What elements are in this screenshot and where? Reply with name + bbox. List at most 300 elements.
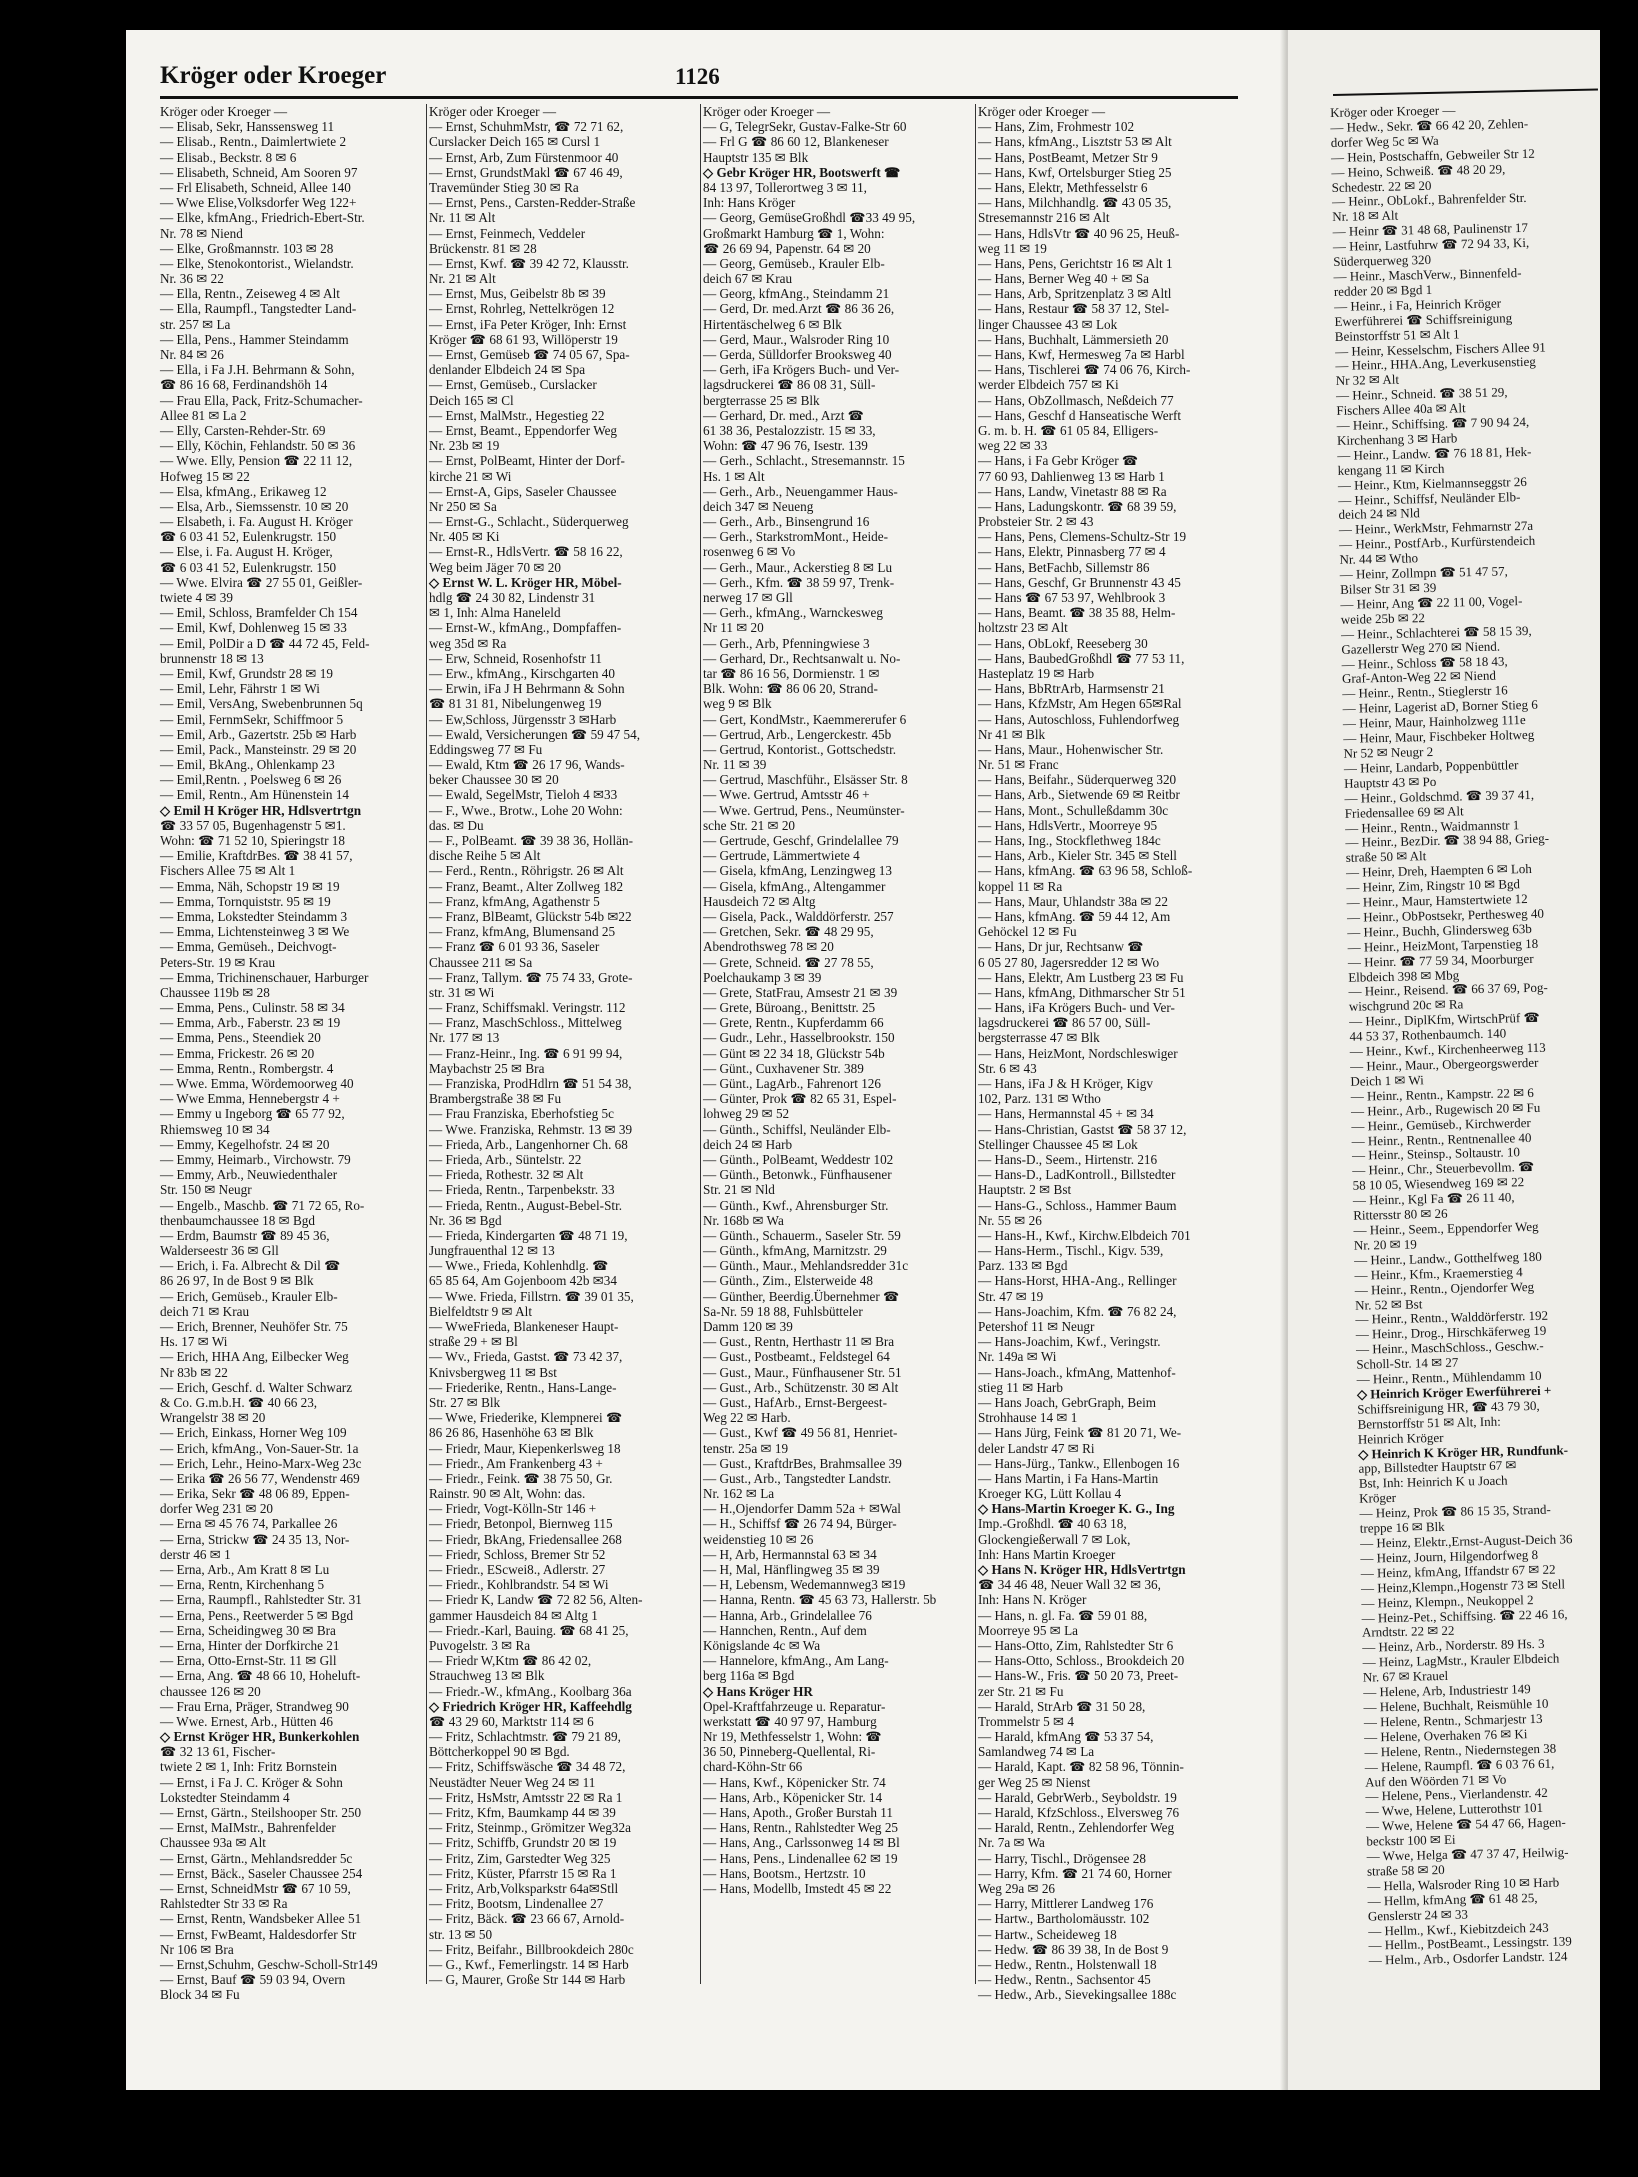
directory-entry-line: ◇ Ernst Kröger HR, Bunkerkohlen xyxy=(160,1729,360,1745)
directory-entry-line: — Franziska, ProdHdlrn ☎ 51 54 38, xyxy=(429,1076,632,1091)
directory-entry-line: — Hans, Maur., Hohenwischer Str. xyxy=(978,741,1164,757)
directory-entry-line: sche Str. 21 ✉ 20 xyxy=(703,817,796,833)
directory-entry-line: — Elke, kfmAng., Friedrich-Ebert-Str. xyxy=(160,210,365,226)
directory-entry-line: — Franz, MaschSchloss., Mittelweg xyxy=(429,1015,622,1031)
directory-entry-line: — Gerh., Kfm. ☎ 38 59 97, Trenk- xyxy=(703,574,895,590)
directory-entry-line: — Hans-Christian, Gastst ☎ 58 37 12, xyxy=(978,1121,1187,1137)
directory-entry-line: — Heinr, Kesselschm, Fischers Allee 91 xyxy=(1334,339,1546,359)
directory-entry-line: — Ernst,Schuhm, Geschw-Scholl-Str149 xyxy=(160,1956,378,1972)
directory-entry-line: — Ernst, Arb, Zum Fürstenmoor 40 xyxy=(429,149,619,165)
directory-entry-line: — Heinz, LagMstr., Krauler Elbdeich xyxy=(1362,1650,1560,1670)
directory-entry-line: — Emil, FernmSekr, Schiffmoor 5 xyxy=(160,711,344,727)
directory-entry-line: Str. 6 ✉ 43 xyxy=(978,1060,1037,1076)
directory-entry-line: weg 22 ✉ 33 xyxy=(978,438,1048,454)
directory-entry-line: deich 24 ✉ Nld xyxy=(1338,505,1421,523)
page-number: 1126 xyxy=(675,64,720,89)
directory-entry-line: Hasteplatz 19 ✉ Harb xyxy=(978,665,1095,681)
directory-entry-line: Nr. 67 ✉ Krauel xyxy=(1362,1668,1449,1685)
directory-entry-line: Glockengießerwall 7 ✉ Lok, xyxy=(978,1531,1131,1547)
directory-entry-line: — Gretchen, Sekr. ☎ 48 29 95, xyxy=(703,924,874,940)
directory-entry-line: — Hans, Zim, Frohmestr 102 xyxy=(978,119,1135,135)
directory-entry-line: Eddingsweg 77 ✉ Fu xyxy=(429,741,543,757)
directory-entry-line: Sa-Nr. 59 18 88, Fuhlsbütteler xyxy=(703,1303,863,1319)
directory-entry-line: — Heinz-Pet., Schiffsing. ☎ 22 46 16, xyxy=(1361,1605,1568,1626)
directory-entry-line: Nr 52 ✉ Neugr 2 xyxy=(1343,743,1434,761)
directory-entry-line: Gehöckel 12 ✉ Fu xyxy=(978,924,1077,940)
directory-entry-line: — Wwe Elise,Volksdorfer Weg 122+ xyxy=(160,195,357,211)
directory-entry-line: Probsteier Str. 2 ✉ 43 xyxy=(978,514,1094,530)
directory-entry-line: — Elsabeth, i. Fa. August H. Kröger xyxy=(160,514,353,530)
directory-entry-line: — Hans, Pens, Gerichtstr 16 ✉ Alt 1 xyxy=(978,255,1173,271)
directory-entry-line: — Hans, Beamt. ☎ 38 35 88, Helm- xyxy=(978,605,1176,621)
directory-entry-line: — Heinr., BezDir. ☎ 38 94 88, Grieg- xyxy=(1345,830,1550,851)
directory-entry-line: Böttcherkoppel 90 ✉ Bgd. xyxy=(429,1744,570,1760)
directory-entry-line: — Ew,Schloss, Jürgensstr 3 ✉Harb xyxy=(429,711,617,727)
directory-entry-line: Weg 29a ✉ 26 xyxy=(978,1880,1056,1896)
directory-entry-line: — Erich, Geschf. d. Walter Schwarz xyxy=(160,1379,353,1395)
directory-entry-line: deich 24 ✉ Harb xyxy=(703,1136,793,1152)
directory-entry-line: — Heinr., Kfm., Kraemerstieg 4 xyxy=(1354,1263,1523,1283)
directory-entry-line: — Hella, Walsroder Ring 10 ✉ Harb xyxy=(1367,1874,1560,1894)
directory-entry-line: — Heinr., Kwf., Kirchenheerweg 113 xyxy=(1349,1039,1546,1059)
directory-entry-line: werder Elbdeich 757 ✉ Ki xyxy=(978,377,1119,393)
directory-entry-line: — Ernst, Gärtn., Mehlandsredder 5c xyxy=(160,1850,353,1866)
directory-entry-line: Walderseestr 36 ✉ Gll xyxy=(160,1243,279,1259)
directory-entry-line: — Emil, BkAng., Ohlenkamp 23 xyxy=(160,757,335,773)
directory-entry-line: Curslacker Deich 165 ✉ Cursl 1 xyxy=(429,134,601,150)
directory-entry-line: Trommelstr 5 ✉ 4 xyxy=(978,1713,1074,1729)
directory-entry-line: — Heinr, Maur, Hainholzweg 111e xyxy=(1342,712,1526,732)
directory-entry-line: — Franz, BlBeamt, Glückstr 54b ✉22 xyxy=(429,908,632,924)
directory-entry-line: — Heinz, Arb., Norderstr. 89 Hs. 3 xyxy=(1362,1636,1545,1656)
directory-entry-line: — Wwe. Elvira ☎ 27 55 01, Geißler- xyxy=(160,574,363,590)
directory-entry-line: — Hartw., Bartholomäusstr. 102 xyxy=(978,1911,1150,1927)
directory-entry-line: — Friedr, Betonpol, Biernweg 115 xyxy=(429,1516,613,1532)
directory-entry-line: Petershof 11 ✉ Neugr xyxy=(978,1319,1095,1334)
directory-entry-line: — Ernst, Bauf ☎ 59 03 94, Overn xyxy=(160,1972,346,1988)
directory-entry-line: — Emil, Lehr, Fährstr 1 ✉ Wi xyxy=(160,681,320,697)
directory-entry-line: — Gerh., Arb, Pfenningwiese 3 xyxy=(703,635,870,651)
directory-entry-line: — Heinr., WerkMstr, Fehmarnstr 27a xyxy=(1338,518,1534,538)
directory-entry-line: — Frieda, Kindergarten ☎ 48 71 19, xyxy=(429,1227,628,1243)
directory-entry-line: — Günth., Maur., Mehlandsredder 31c xyxy=(703,1258,909,1274)
directory-entry-line: — Hellm., Kwf., Kiebitzdeich 243 xyxy=(1368,1919,1549,1939)
directory-entry-line: holtzstr 23 ✉ Alt xyxy=(978,620,1068,636)
directory-entry-line: Bernstorffstr 51 ✉ Alt, Inh: xyxy=(1357,1413,1501,1432)
directory-entry-line: — Frieda, Rentn., Tarpenbekstr. 33 xyxy=(429,1182,615,1198)
directory-entry-line: Parz. 133 ✉ Bgd xyxy=(978,1258,1068,1274)
directory-entry-line: Ewerführerei ☎ Schiffsreinigung xyxy=(1334,309,1513,329)
directory-entry-line: — Ernst, MalMstr., Hegestieg 22 xyxy=(429,407,605,423)
directory-entry-line: Inh: Hans Martin Kroeger xyxy=(978,1546,1116,1562)
directory-entry-line: — Hans-H., Kwf., Kirchw.Elbdeich 701 xyxy=(978,1227,1191,1243)
directory-entry-line: str. 31 ✉ Wi xyxy=(429,984,495,1000)
directory-entry-line: bergterrasse 25 ✉ Blk xyxy=(703,392,820,408)
directory-entry-line: Genslerstr 24 ✉ 33 xyxy=(1367,1906,1469,1924)
directory-entry-line: — Grete, Schneid. ☎ 27 78 55, xyxy=(703,954,874,970)
directory-entry-line: Bst, Inh: Heinrich K u Joach xyxy=(1358,1472,1508,1492)
directory-entry-line: — Fritz, Zim, Garstedter Weg 325 xyxy=(429,1850,611,1866)
directory-entry-line: — Emmy, Kegelhofstr. 24 ✉ 20 xyxy=(160,1136,330,1152)
directory-entry-line: — Ernst, FwBeamt, Haldesdorfer Str xyxy=(160,1926,357,1942)
directory-entry-line: — Hans, BbRtrArb, Harmsenstr 21 xyxy=(978,681,1165,697)
directory-entry-line: — Wwe. Emma, Wördemoorweg 40 xyxy=(160,1076,354,1091)
directory-entry-line: — Franz, Tallym. ☎ 75 74 33, Grote- xyxy=(429,969,633,985)
directory-entry-line: — Gerh., Arb., Binsengrund 16 xyxy=(703,514,870,530)
directory-entry-line: Chaussee 211 ✉ Sa xyxy=(429,954,533,970)
directory-column-1 xyxy=(160,104,428,2003)
column-running-head: Kröger oder Kroeger — xyxy=(703,104,831,119)
directory-entry-line: kirche 21 ✉ Wi xyxy=(429,468,512,484)
directory-entry-line: Poelchaukamp 3 ✉ 39 xyxy=(703,969,822,985)
directory-entry-line: — Emma, Pens., Steendiek 20 xyxy=(160,1030,321,1046)
directory-entry-line: Opel-Kraftfahrzeuge u. Reparatur- xyxy=(703,1698,886,1714)
directory-entry-line: — Hans-Herm., Tischl., Kigv. 539, xyxy=(978,1243,1164,1259)
directory-entry-line: ☎ 43 29 60, Marktstr 114 ✉ 6 xyxy=(429,1713,594,1729)
directory-entry-line: — Gerd, Dr. med.Arzt ☎ 86 36 26, xyxy=(703,301,895,317)
directory-entry-line: — Gerhard, Dr. med., Arzt ☎ xyxy=(703,407,865,423)
directory-entry-line: — Harald, GebrWerb., Seyboldstr. 19 xyxy=(978,1789,1177,1805)
directory-entry-line: — Hans-Horst, HHA-Ang., Rellinger xyxy=(978,1273,1177,1289)
directory-entry-line: — Hans, Kwf., Köpenicker Str. 74 xyxy=(703,1774,886,1790)
directory-entry-line: — Harry, Mittlerer Landweg 176 xyxy=(978,1896,1154,1912)
directory-entry-line: — Ella, i Fa J.H. Behrmann & Sohn, xyxy=(160,362,355,378)
directory-entry-line: ☎ 33 57 05, Bugenhagenstr 5 ✉1. xyxy=(160,817,346,833)
directory-entry-line: — Heinr, Dreh, Haempten 6 ✉ Loh xyxy=(1345,861,1533,881)
directory-entry-line: Wohn: ☎ 71 52 10, Spieringstr 18 xyxy=(160,833,345,848)
directory-entry-line: — Emmy u Ingeborg ☎ 65 77 92, xyxy=(160,1106,345,1122)
directory-entry-line: — Hans, Kwf, Ortelsburger Stieg 25 xyxy=(978,164,1172,180)
directory-entry-line: Nr. 44 ✉ Wtho xyxy=(1339,550,1419,568)
directory-entry-line: Graf-Anton-Weg 22 ✉ Niend xyxy=(1341,668,1497,687)
directory-entry-line: — Franz, kfmAng, Agathenstr 5 xyxy=(429,893,600,909)
directory-entry-line: 58 10 05, Wiesendweg 169 ✉ 22 xyxy=(1352,1174,1525,1194)
directory-entry-line: deich 347 ✉ Neueng xyxy=(703,498,814,514)
directory-entry-line: — Ella, Pens., Hammer Steindamm xyxy=(160,331,349,347)
directory-entry-line: — Helene, Rentn., Niedernstegen 38 xyxy=(1364,1740,1557,1760)
directory-entry-line: ☎ 34 46 48, Neuer Wall 32 ✉ 36, xyxy=(978,1577,1161,1593)
directory-entry-line: — Fritz, Arb,Volksparkstr 64a✉Stll xyxy=(429,1880,619,1896)
directory-entry-line: nerweg 17 ✉ Gll xyxy=(703,590,793,605)
directory-entry-line: ☎ 32 13 61, Fischer- xyxy=(160,1744,276,1760)
directory-entry-line: — Hellm, kfmAng ☎ 61 48 25, xyxy=(1367,1889,1538,1909)
directory-entry-line: Hausdeich 72 ✉ Altg xyxy=(703,893,816,909)
directory-entry-line: — Fritz, Kfm, Baumkamp 44 ✉ 39 xyxy=(429,1805,616,1820)
directory-entry-line: — Hedw., Arb., Sievekingsallee 188c xyxy=(978,1987,1177,2003)
directory-entry-line: Inh: Hans N. Kröger xyxy=(978,1592,1087,1608)
directory-entry-line: — Wwe. Franziska, Rehmstr. 13 ✉ 39 xyxy=(429,1121,633,1137)
directory-entry-line: dische Reihe 5 ✉ Alt xyxy=(429,848,541,864)
directory-column-5 xyxy=(1330,100,1638,1995)
directory-entry-line: — F., PolBeamt. ☎ 39 38 36, Hollän- xyxy=(429,833,634,848)
directory-entry-line: str. 257 ✉ La xyxy=(160,316,231,332)
directory-entry-line: — Hans Jürg, Feink ☎ 81 20 71, We- xyxy=(978,1425,1182,1441)
directory-entry-line: — Ernst, Feinmech, Veddeler xyxy=(429,225,586,241)
directory-entry-line: — Helene, Raumpfl. ☎ 6 03 76 61, xyxy=(1364,1755,1555,1775)
directory-entry-line: — Gust., HafArb., Ernst-Bergeest- xyxy=(703,1394,887,1410)
directory-entry-line: — Hans, Ang., Carlssonweg 14 ✉ Bl xyxy=(703,1835,900,1851)
directory-entry-line: chard-Köhn-Str 66 xyxy=(703,1759,803,1775)
directory-entry-line: — Gerda, Sülldorfer Brooksweg 40 xyxy=(703,347,892,362)
directory-entry-line: — Heinr., Buchh, Glindersweg 63b xyxy=(1347,920,1532,940)
directory-entry-line: — Friedr., EScwei8., Adlerstr. 27 xyxy=(429,1562,606,1577)
directory-entry-line: — Heinr., Maur, Hamstertwiete 12 xyxy=(1346,891,1528,910)
directory-entry-line: weg 11 ✉ 19 xyxy=(978,240,1047,256)
directory-entry-line: — Erw., kfmAng., Kirschgarten 40 xyxy=(429,665,615,681)
directory-entry-line: — Heinr., MaschVerw., Binnenfeld- xyxy=(1333,264,1522,284)
directory-entry-line: — G., Kwf., Femerlingstr. 14 ✉ Harb xyxy=(429,1956,629,1972)
directory-entry-line: — Heinr., Rentn., Kampstr. 22 ✉ 6 xyxy=(1350,1084,1534,1104)
directory-entry-line: wischgrund 20c ✉ Ra xyxy=(1348,996,1464,1015)
directory-entry-line: — Ewald, Ktm ☎ 26 17 96, Wands- xyxy=(429,757,625,773)
directory-entry-line: — Gertrud, Kontorist., Gottschedstr. xyxy=(703,741,897,757)
directory-entry-line: — Hans-Joachim, Kwf., Veringstr. xyxy=(978,1334,1161,1350)
directory-entry-line: — Emil, Rentn., Am Hünenstein 14 xyxy=(160,787,350,803)
directory-entry-line: — Heinr., MaschSchloss., Geschw.- xyxy=(1355,1338,1544,1357)
directory-entry-line: — Heinr., Rentn., Rentnenallee 40 xyxy=(1351,1129,1532,1149)
directory-entry-line: Schiffsreinigung HR, ☎ 43 79 30, xyxy=(1357,1397,1540,1417)
directory-entry-line: Imp.-Großhdl. ☎ 40 63 18, xyxy=(978,1516,1127,1532)
directory-entry-line: — Hans, Arb., Sietwende 69 ✉ Reitbr xyxy=(978,787,1180,803)
directory-entry-line: — Hans, kfmAng. ☎ 59 44 12, Am xyxy=(978,908,1171,924)
directory-entry-line: — Harry, Tischl., Drögensee 28 xyxy=(978,1850,1146,1866)
directory-entry-line: Nr. 23b ✉ 19 xyxy=(429,438,500,454)
directory-entry-line: — Hans-Otto, Schloss., Brookdeich 20 xyxy=(978,1653,1185,1669)
directory-entry-line: — Ernst, Rentn, Wandsbeker Allee 51 xyxy=(160,1911,362,1927)
directory-entry-line: — Frieda, Rothestr. 32 ✉ Alt xyxy=(429,1167,584,1183)
directory-entry-line: beker Chaussee 30 ✉ 20 xyxy=(429,772,559,788)
directory-entry-line: — Heinz, kfmAng, Iffandstr 67 ✉ 22 xyxy=(1360,1561,1556,1581)
directory-entry-line: — Heinr., ObPostsekr, Perthesweg 40 xyxy=(1346,905,1545,925)
directory-entry-line: straße 58 ✉ 20 xyxy=(1366,1861,1445,1879)
directory-entry-line: — Franz, Schiffsmakl. Veringstr. 112 xyxy=(429,1000,626,1016)
directory-entry-line: — Erich, Einkass, Horner Weg 109 xyxy=(160,1425,347,1441)
directory-entry-line: Nr 19, Methfesselstr 1, Wohn: ☎ xyxy=(703,1729,882,1745)
directory-entry-line: — Helene, Arb, Industriestr 149 xyxy=(1363,1681,1531,1700)
directory-entry-line: app, Billstedter Hauptstr 67 ✉ xyxy=(1358,1457,1517,1477)
directory-entry-line: — Gerh., StarkstromMont., Heide- xyxy=(703,529,888,545)
directory-entry-line: — Fritz, Küster, Pfarrstr 15 ✉ Ra 1 xyxy=(429,1865,617,1881)
directory-entry-line: — Gust., Arb., Tangstedter Landstr. xyxy=(703,1470,892,1486)
directory-entry-line: — Harald, kfmAng ☎ 53 37 54, xyxy=(978,1729,1154,1745)
directory-entry-line: das. ✉ Du xyxy=(429,817,484,833)
directory-entry-line: 77 60 93, Dahlienweg 13 ✉ Harb 1 xyxy=(978,468,1165,484)
directory-entry-line: — Günth., PolBeamt, Weddestr 102 xyxy=(703,1151,894,1167)
directory-entry-line: ◇ Hans N. Kröger HR, HdlsVertrtgn xyxy=(978,1562,1186,1577)
directory-entry-line: — Frau Ella, Pack, Fritz-Schumacher- xyxy=(160,392,363,408)
directory-entry-line: — Hellm., PostBeamt., Lessingstr. 139 xyxy=(1368,1933,1572,1954)
directory-entry-line: ✉ 1, Inh: Alma Haneleld xyxy=(429,605,561,621)
directory-entry-line: — Hans, Maur, Uhlandstr 38a ✉ 22 xyxy=(978,893,1168,909)
directory-entry-line: — Heinr., Maur., Obergeorgswerder xyxy=(1349,1054,1539,1074)
directory-entry-line: Nr. 21 ✉ Alt xyxy=(429,271,496,287)
directory-entry-line: Nr 250 ✉ Sa xyxy=(429,498,497,514)
directory-entry-line: — Hans-G., Schloss., Hammer Baum xyxy=(978,1197,1177,1213)
directory-entry-line: — Hans, KfzMstr, Am Hegen 65✉Ral xyxy=(978,696,1182,712)
directory-entry-line: Nr. 52 ✉ Bst xyxy=(1354,1295,1423,1313)
directory-entry-line: — Heinr., Steinsp., Soltaustr. 10 xyxy=(1351,1144,1521,1164)
directory-entry-line: — Wwe., Frieda, Kohlenhdlg. ☎ xyxy=(429,1258,609,1274)
directory-entry-line: — Heinr., Goldschmd. ☎ 39 37 41, xyxy=(1344,786,1535,806)
directory-entry-line: — Gertrude, Lämmertwiete 4 xyxy=(703,848,860,864)
directory-entry-line: — Hanna, Rentn. ☎ 45 63 73, Hallerstr. 5b xyxy=(703,1592,937,1608)
directory-entry-line: Hofweg 15 ✉ 22 xyxy=(160,468,250,484)
directory-entry-line: Heinrich Kröger xyxy=(1357,1429,1444,1447)
directory-entry-line: — Heino, Schweiß. ☎ 48 20 29, xyxy=(1331,160,1506,180)
directory-entry-line: — Heinr., Rentn., Walddörferstr. 192 xyxy=(1355,1308,1549,1328)
directory-entry-line: — Elisab, Sekr, Hanssensweg 11 xyxy=(160,119,335,135)
directory-entry-line: — Gust., Arb., Schützenstr. 30 ✉ Alt xyxy=(703,1379,899,1395)
directory-entry-line: — Hein, Postschaffn, Gebweiler Str 12 xyxy=(1330,145,1535,165)
directory-entry-line: — Gerhard, Dr., Rechtsanwalt u. No- xyxy=(703,650,901,666)
directory-entry-line: — F., Wwe., Brotw., Lohe 20 Wohn: xyxy=(429,802,623,818)
directory-entry-line: weide 25b ✉ 22 xyxy=(1340,609,1426,627)
directory-entry-line: — Gerh., Schlacht., Stresemannstr. 15 xyxy=(703,453,905,469)
directory-entry-line: deich 71 ✉ Krau xyxy=(160,1303,250,1319)
directory-entry-line: — Heinr ☎ 31 48 68, Paulinenstr 17 xyxy=(1332,220,1529,240)
directory-entry-line: — Friedr, BkAng, Friedensallee 268 xyxy=(429,1531,622,1547)
directory-entry-line: chaussee 126 ✉ 20 xyxy=(160,1683,261,1699)
directory-entry-line: — Hans, ObZollmasch, Neßdeich 77 xyxy=(978,392,1174,408)
directory-entry-line: — Hans, Arb, Spritzenplatz 3 ✉ Altl xyxy=(978,286,1172,302)
directory-entry-line: str. 13 ✉ 50 xyxy=(429,1926,493,1942)
directory-entry-line: — Ernst, Gemüseb., Curslacker xyxy=(429,377,597,393)
directory-entry-line: Nr. 20 ✉ 19 xyxy=(1353,1236,1417,1253)
directory-entry-line: — Gert, KondMstr., Kaemmererufer 6 xyxy=(703,711,907,727)
directory-entry-line: twiete 2 ✉ 1, Inh: Fritz Bornstein xyxy=(160,1759,337,1775)
directory-entry-line: — Hans, kfmAng., Lisztstr 53 ✉ Alt xyxy=(978,134,1172,150)
directory-entry-line: — Franz, kfmAng, Blumensand 25 xyxy=(429,924,616,940)
directory-entry-line: — Heinz, Elektr.,Ernst-August-Deich 36 xyxy=(1359,1531,1573,1551)
directory-column-3 xyxy=(703,104,971,1994)
directory-entry-line: — Hans, ObLokf, Reeseberg 30 xyxy=(978,635,1148,651)
directory-entry-line: — Heinz, Klempn., Neukoppel 2 xyxy=(1361,1591,1534,1611)
directory-entry-line: — Erw, Schneid, Rosenhofstr 11 xyxy=(429,650,603,666)
directory-entry-line: Friedensallee 69 ✉ Alt xyxy=(1344,802,1464,821)
directory-entry-line: — Hans, Apoth., Großer Burstah 11 xyxy=(703,1805,893,1820)
directory-entry-line: — Heinr., Schlachterei ☎ 58 15 39, xyxy=(1340,622,1532,642)
directory-entry-line: — Hans, Ladungskontr. ☎ 68 39 59, xyxy=(978,498,1177,514)
directory-entry-line: — Erika, Sekr ☎ 48 06 89, Eppen- xyxy=(160,1486,350,1502)
directory-entry-line: — Ernst, MaIMstr., Bahrenfelder xyxy=(160,1820,336,1836)
directory-entry-line: — Ernst-A, Gips, Saseler Chaussee xyxy=(429,483,617,499)
directory-entry-line: lagsdruckerei ☎ 86 57 00, Süll- xyxy=(978,1015,1151,1031)
directory-entry-line: — Ferd., Rentn., Röhrigstr. 26 ✉ Alt xyxy=(429,863,624,879)
directory-entry-line: — Gust., Rentn, Herthastr 11 ✉ Bra xyxy=(703,1334,895,1350)
directory-entry-line: Block 34 ✉ Fu xyxy=(160,1987,240,2003)
directory-entry-line: — Heinr., i Fa, Heinrich Kröger xyxy=(1334,295,1502,314)
directory-entry-line: Allee 81 ✉ La 2 xyxy=(160,407,247,423)
directory-entry-line: zer Str. 21 ✉ Fu xyxy=(978,1683,1064,1699)
directory-entry-line: Deich 165 ✉ Cl xyxy=(429,392,514,408)
directory-entry-line: — Wwe, Helene, Lutterothstr 101 xyxy=(1365,1800,1544,1819)
directory-entry-line: — Emilie, KraftdrBes. ☎ 38 41 57, xyxy=(160,848,353,864)
directory-entry-line: — Emma, Trichinenschauer, Harburger xyxy=(160,969,369,985)
directory-entry-line: Nr. 51 ✉ Franc xyxy=(978,757,1059,773)
directory-entry-line: — Erich, Gemüseb., Krauler Elb- xyxy=(160,1288,338,1304)
directory-entry-line: Nr. 168b ✉ Wa xyxy=(703,1212,784,1228)
directory-entry-line: — Hans, Milchhandlg. ☎ 43 05 35, xyxy=(978,195,1172,211)
directory-entry-line: — Erna, Raumpfl., Rahlstedter Str. 31 xyxy=(160,1592,362,1608)
directory-entry-line: — Elly, Köchin, Fehlandstr. 50 ✉ 36 xyxy=(160,438,356,454)
directory-entry-line: twiete 4 ✉ 39 xyxy=(160,590,233,605)
directory-entry-line: — Heinr., Rentn., Stieglerstr 16 xyxy=(1342,682,1508,702)
directory-entry-line: Strohhause 14 ✉ 1 xyxy=(978,1410,1078,1426)
directory-entry-line: — H, Mal, Hänflingweg 35 ✉ 39 xyxy=(703,1562,880,1577)
directory-entry-line: — Friedr., Am Frankenberg 43 + xyxy=(429,1455,603,1471)
directory-entry-line: ☎ 86 16 68, Ferdinandshöh 14 xyxy=(160,377,328,393)
directory-entry-line: — Heinr., PostfArb., Kurfürstendeich xyxy=(1339,533,1536,553)
directory-entry-line: — Gertrud, Arb., Lengerckestr. 45b xyxy=(703,726,892,742)
directory-entry-line: — Hans, iFa Krögers Buch- und Ver- xyxy=(978,1000,1175,1016)
directory-entry-line: koppel 11 ✉ Ra xyxy=(978,878,1063,894)
directory-entry-line: Weg 22 ✉ Harb. xyxy=(703,1410,791,1426)
directory-entry-line: weg 9 ✉ Blk xyxy=(703,696,772,712)
directory-entry-line: Nr. 162 ✉ La xyxy=(703,1486,775,1502)
directory-entry-line: — Erich, i. Fa. Albrecht & Dil ☎ xyxy=(160,1258,341,1274)
directory-entry-line: — Emil, VersAng, Swebenbrunnen 5q xyxy=(160,696,363,712)
directory-entry-line: Puvogelstr. 3 ✉ Ra xyxy=(429,1637,531,1653)
directory-entry-line: — Fritz, Bootsm, Lindenallee 27 xyxy=(429,1896,604,1912)
directory-entry-line: — G, TelegrSekr, Gustav-Falke-Str 60 xyxy=(703,119,907,135)
directory-entry-line: ◇ Ernst W. L. Kröger HR, Möbel- xyxy=(429,574,622,590)
directory-entry-line: Beinstorffstr 51 ✉ Alt 1 xyxy=(1334,325,1460,344)
directory-entry-line: — Hans, Restaur ☎ 58 37 12, Stel- xyxy=(978,301,1170,317)
directory-entry-line: 44 53 37, Rothenbaumch. 140 xyxy=(1349,1025,1507,1044)
directory-entry-line: — Hans, Geschf d Hanseatische Werft xyxy=(978,407,1182,423)
directory-entry-line: — Hans, Tischlerei ☎ 74 06 76, Kirch- xyxy=(978,362,1191,378)
directory-column-2 xyxy=(429,104,697,1994)
directory-entry-line: — Hans, Elektr, Methfesselstr 6 xyxy=(978,179,1148,195)
directory-entry-line: Wrangelstr 38 ✉ 20 xyxy=(160,1410,266,1426)
directory-entry-line: Moorreye 95 ✉ La xyxy=(978,1622,1079,1638)
directory-entry-line: — Heinr, Zollmpn ☎ 51 47 57, xyxy=(1339,563,1508,582)
directory-entry-line: — Heinz, Journ, Hilgendorfweg 8 xyxy=(1360,1546,1539,1566)
directory-entry-line: — Heinr., Schloss ☎ 58 18 43, xyxy=(1341,652,1508,672)
directory-entry-line: — Emma, Rentn., Rombergstr. 4 xyxy=(160,1060,334,1076)
directory-entry-line: — Frieda, Arb., Süntelstr. 22 xyxy=(429,1151,582,1167)
directory-entry-line: — Emma, Frickestr. 26 ✉ 20 xyxy=(160,1045,315,1061)
directory-entry-line: — Hans-D., LadKontroll., Billstedter xyxy=(978,1167,1176,1183)
directory-entry-line: — Emmy, Heimarb., Virchowstr. 79 xyxy=(160,1151,351,1167)
directory-entry-line: kengang 11 ✉ Kirch xyxy=(1337,460,1445,478)
directory-entry-line: — Georg, Gemüseb., Krauler Elb- xyxy=(703,255,885,271)
directory-entry-line: — Hans, Pens., Lindenallee 62 ✉ 19 xyxy=(703,1850,898,1866)
directory-entry-line: — Ewald, Versicherungen ☎ 59 47 54, xyxy=(429,726,641,742)
directory-entry-line: — Elke, Großmannstr. 103 ✉ 28 xyxy=(160,240,334,256)
page-header xyxy=(160,62,1238,96)
directory-entry-line: — Hedw., Sekr. ☎ 66 42 20, Zehlen- xyxy=(1330,115,1529,135)
directory-entry-line: — Wwe. Gertrud, Pens., Neumünster- xyxy=(703,802,905,818)
directory-entry-line: — Heinr., Seem., Eppendorfer Weg xyxy=(1353,1218,1539,1238)
directory-entry-line: — Ernst, Gärtn., Steilshooper Str. 250 xyxy=(160,1805,362,1820)
directory-entry-line: Gazellerstr Weg 270 ✉ Niend. xyxy=(1341,638,1501,657)
directory-entry-line: Kirchenhang 3 ✉ Harb xyxy=(1336,430,1458,448)
directory-entry-line: — Ernst, iFa Peter Kröger, Inh: Ernst xyxy=(429,316,627,332)
directory-entry-line: — Heinr., Drog., Hirschkäferweg 19 xyxy=(1355,1323,1547,1343)
directory-entry-line: hdlg ☎ 24 30 82, Lindenstr 31 xyxy=(429,590,596,605)
directory-entry-line: Kröger ☎ 68 61 93, Willöperstr 19 xyxy=(429,331,618,347)
directory-entry-line: — Günter, Prok ☎ 82 65 31, Espel- xyxy=(703,1091,897,1107)
directory-entry-line: — Hans, Arb., Köpenicker Str. 14 xyxy=(703,1789,883,1805)
directory-entry-line: redder 20 ✉ Bgd 1 xyxy=(1333,281,1433,299)
directory-entry-line: — Ernst, SchneidMstr ☎ 67 10 59, xyxy=(160,1880,351,1896)
directory-entry-line: — Hedw., Rentn., Sachsentor 45 xyxy=(978,1972,1151,1988)
column-divider xyxy=(426,104,427,1984)
directory-entry-line: Str. 27 ✉ Blk xyxy=(429,1394,501,1410)
directory-entry-line: Großmarkt Hamburg ☎ 1, Wohn: xyxy=(703,225,885,241)
directory-entry-line: — Grete, Büroang., Benittstr. 25 xyxy=(703,1000,876,1016)
